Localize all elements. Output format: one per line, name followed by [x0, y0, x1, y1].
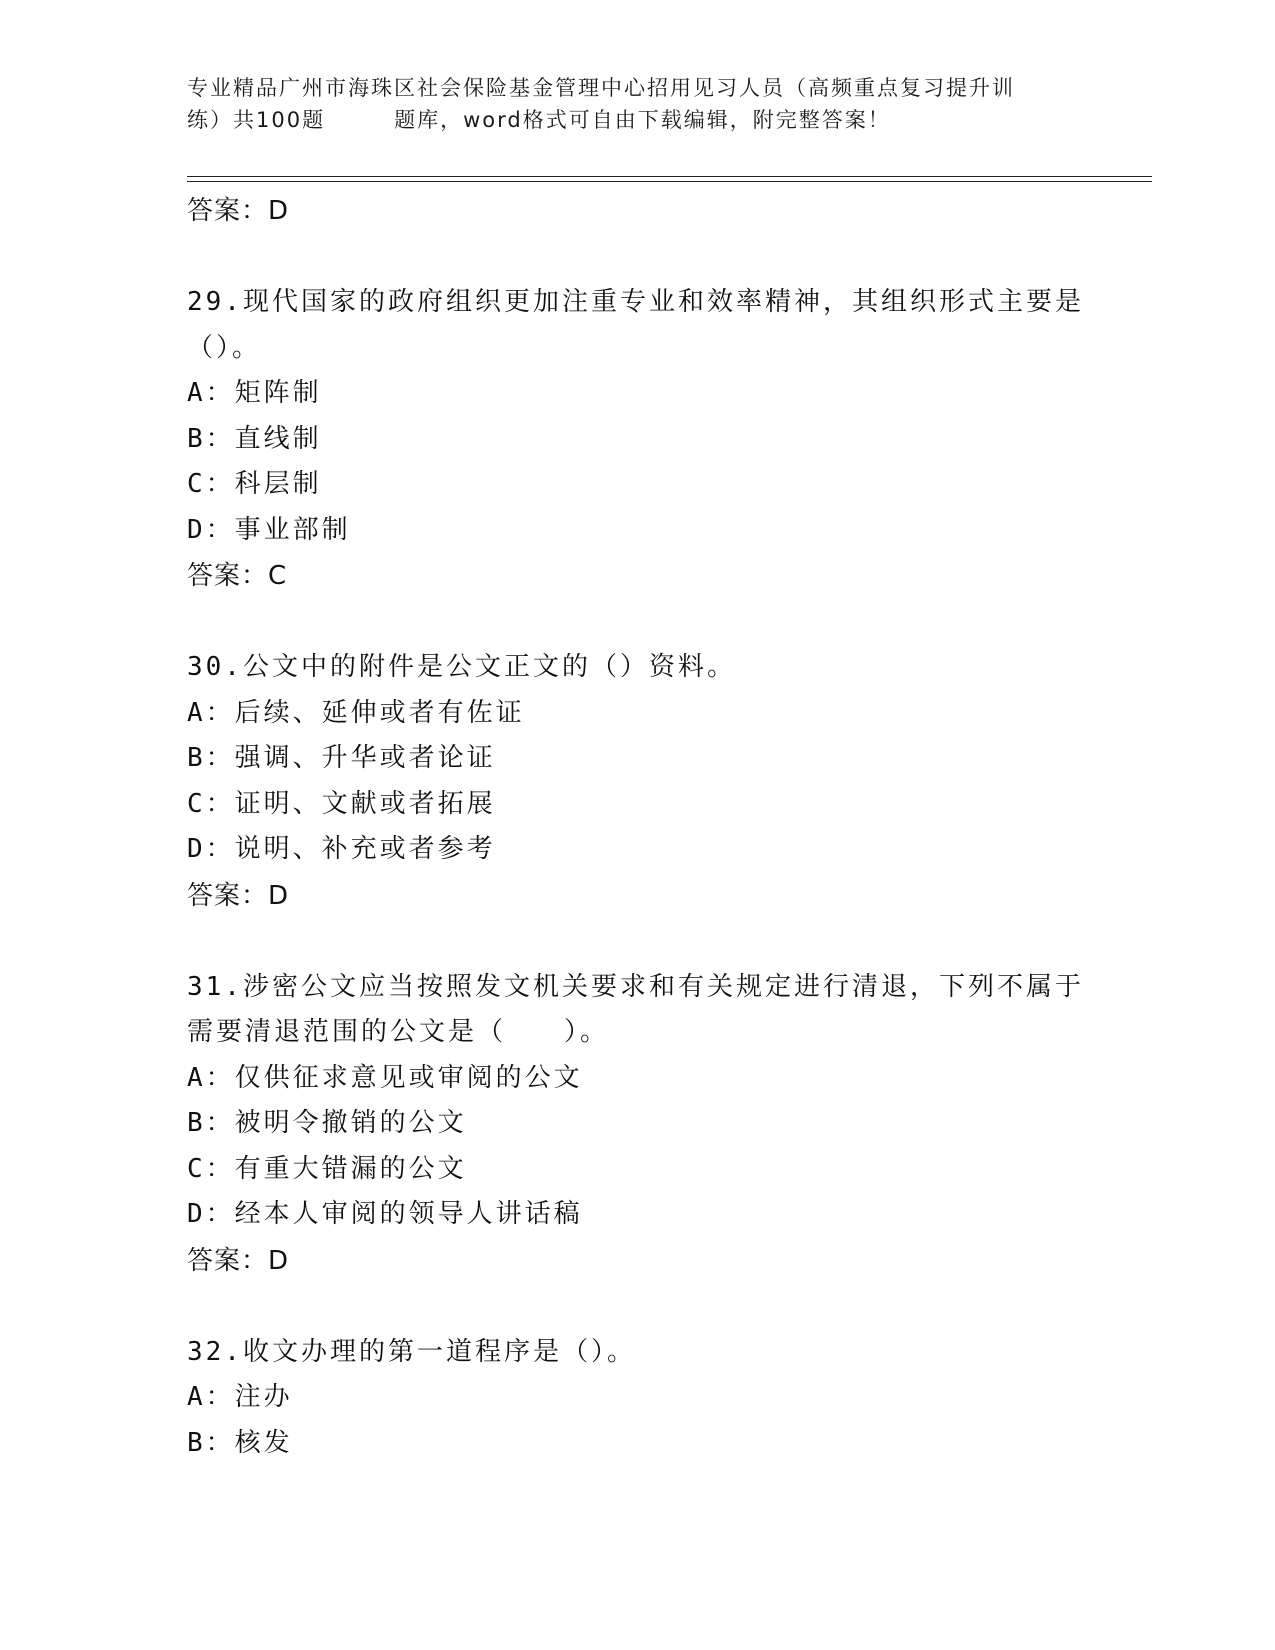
question-item [187, 1330, 1087, 1467]
header-divider-top [187, 176, 1152, 177]
header-line-1: 专业精品广州市海珠区社会保险基金管理中心招用见习人员（高频重点复习提升训 [187, 76, 1015, 100]
option-a: A：注办 [187, 1382, 293, 1412]
answer-line: 答案：D [187, 880, 290, 911]
option-c: C：科层制 [187, 469, 322, 499]
answer-line: 答案：D [187, 196, 290, 226]
header-divider-bottom [187, 181, 1152, 182]
answer-line: 答案：C [187, 561, 288, 591]
question-list [187, 188, 1087, 1466]
option-d: D：事业部制 [187, 514, 351, 545]
question-item [187, 645, 1087, 919]
question-stem: 30.公文中的附件是公文正文的（）资料。 [187, 652, 736, 682]
option-d: D：说明、补充或者参考 [187, 834, 496, 864]
question-stem: 31.涉密公文应当按照发文机关要求和有关规定进行清退，下列不属于 [187, 971, 1084, 1002]
answer-line: 答案：D [187, 1245, 290, 1276]
option-b: B：直线制 [187, 423, 322, 454]
option-d: D：经本人审阅的领导人讲话稿 [187, 1199, 583, 1229]
option-a: A：后续、延伸或者有佐证 [187, 697, 525, 728]
option-b: B：被明令撤销的公文 [187, 1108, 467, 1138]
option-c: C：证明、文献或者拓展 [187, 788, 496, 819]
question-item [187, 965, 1087, 1284]
header-line-2: 练）共100题 题库，word格式可自由下载编辑，附完整答案！ [187, 108, 891, 132]
question-item [187, 280, 1087, 599]
option-c: C：有重大错漏的公文 [187, 1153, 467, 1184]
question-stem-continued: 需要清退范围的公文是（ ）。 [187, 1017, 610, 1047]
option-b: B：核发 [187, 1427, 293, 1458]
option-a: A：矩阵制 [187, 378, 322, 408]
document-header [187, 72, 1087, 136]
option-a: A：仅供征求意见或审阅的公文 [187, 1062, 583, 1093]
question-stem: 32.收文办理的第一道程序是（）。 [187, 1336, 636, 1367]
question-stem: 29.现代国家的政府组织更加注重专业和效率精神，其组织形式主要是 [187, 287, 1084, 317]
option-b: B：强调、升华或者论证 [187, 743, 496, 773]
question-stem-continued: （）。 [187, 332, 262, 363]
